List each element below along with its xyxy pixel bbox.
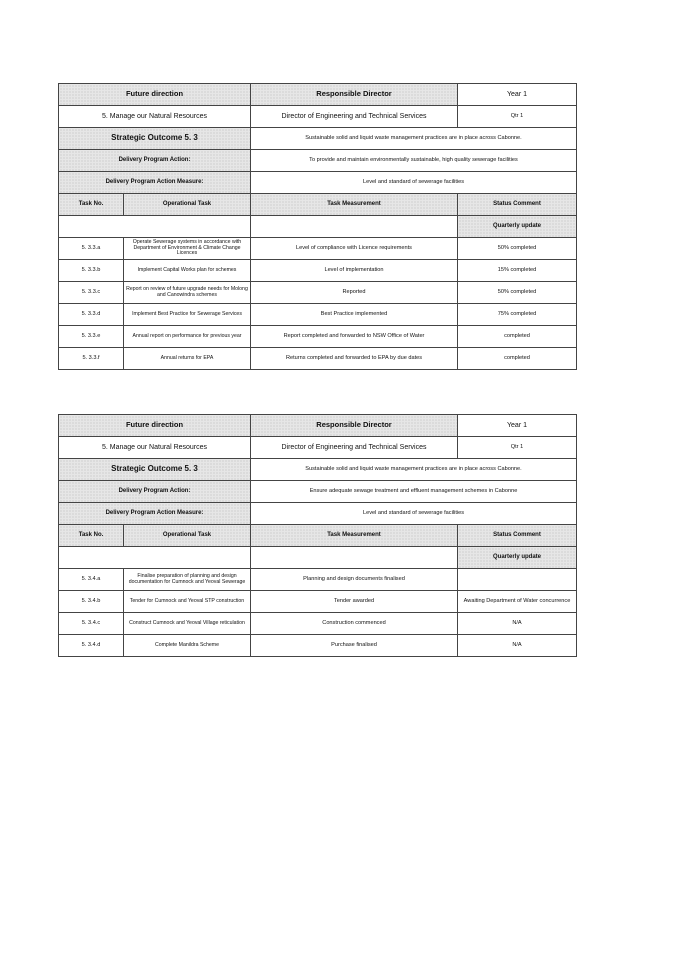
quarterly-update-row xyxy=(59,216,577,238)
column-header-row xyxy=(59,194,577,216)
task-measurement: Level of implementation xyxy=(251,260,458,282)
task-no: 5. 3.4.a xyxy=(59,569,124,591)
operational-task: Construct Cumnock and Yeoval Village reticulation xyxy=(124,613,251,635)
col-task-no: Task No. xyxy=(59,525,124,547)
quarterly-update-row xyxy=(59,547,577,569)
status-comment: N/A xyxy=(458,613,577,635)
strategic-outcome-row xyxy=(59,459,577,481)
blank-cell xyxy=(251,547,458,569)
future-direction-value: 5. Manage our Natural Resources xyxy=(59,106,251,128)
delivery-action-row xyxy=(59,150,577,172)
strategic-outcome-row xyxy=(59,128,577,150)
measure-row xyxy=(59,172,577,194)
column-header-row xyxy=(59,525,577,547)
task-measurement: Purchase finalised xyxy=(251,635,458,657)
strategic-outcome-label: Strategic Outcome 5. 3 xyxy=(59,459,251,481)
measure-label: Delivery Program Action Measure: xyxy=(59,503,251,525)
operational-task: Tender for Cumnock and Yeoval STP construction xyxy=(124,591,251,613)
table-row xyxy=(59,282,577,304)
status-comment xyxy=(458,569,577,591)
delivery-action-text: Ensure adequate sewage treatment and effluent management schemes in Cabonne xyxy=(251,481,577,503)
responsible-director-label: Responsible Director xyxy=(251,84,458,106)
status-comment: completed xyxy=(458,348,577,370)
task-measurement: Best Practice implemented xyxy=(251,304,458,326)
quarter-label: Qtr 1 xyxy=(458,106,577,128)
delivery-action-row xyxy=(59,481,577,503)
blank-cell xyxy=(59,547,251,569)
direction-row xyxy=(59,106,577,128)
task-measurement: Reported xyxy=(251,282,458,304)
task-measurement: Report completed and forwarded to NSW Office of Water xyxy=(251,326,458,348)
header-row xyxy=(59,84,577,106)
col-status-comment: Status Comment xyxy=(458,525,577,547)
operational-task: Implement Capital Works plan for schemes xyxy=(124,260,251,282)
operational-task: Implement Best Practice for Sewerage Services xyxy=(124,304,251,326)
quarter-label: Qtr 1 xyxy=(458,437,577,459)
strategic-outcome-label: Strategic Outcome 5. 3 xyxy=(59,128,251,150)
task-no: 5. 3.3.a xyxy=(59,238,124,260)
header-row xyxy=(59,415,577,437)
measure-row xyxy=(59,503,577,525)
task-measurement: Construction commenced xyxy=(251,613,458,635)
status-comment: 75% completed xyxy=(458,304,577,326)
delivery-action-label: Delivery Program Action: xyxy=(59,481,251,503)
table-row xyxy=(59,613,577,635)
status-comment: completed xyxy=(458,326,577,348)
task-no: 5. 3.4.d xyxy=(59,635,124,657)
operational-task: Annual report on performance for previous year xyxy=(124,326,251,348)
operational-task: Annual returns for EPA xyxy=(124,348,251,370)
blank-cell xyxy=(59,216,251,238)
task-no: 5. 3.3.d xyxy=(59,304,124,326)
table-row xyxy=(59,304,577,326)
operational-plan-table-2 xyxy=(58,414,577,657)
table-row xyxy=(59,569,577,591)
operational-task: Complete Manildra Scheme xyxy=(124,635,251,657)
future-direction-label: Future direction xyxy=(59,84,251,106)
table-row xyxy=(59,635,577,657)
table-row xyxy=(59,348,577,370)
col-status-comment: Status Comment xyxy=(458,194,577,216)
table-row xyxy=(59,326,577,348)
operational-task: Operate Sewerage systems in accordance with Department of Environment & Climate Change Licences xyxy=(124,238,251,260)
measure-label: Delivery Program Action Measure: xyxy=(59,172,251,194)
blank-cell xyxy=(251,216,458,238)
delivery-action-label: Delivery Program Action: xyxy=(59,150,251,172)
col-task-no: Task No. xyxy=(59,194,124,216)
status-comment: 50% completed xyxy=(458,238,577,260)
col-operational-task: Operational Task xyxy=(124,525,251,547)
col-task-measurement: Task Measurement xyxy=(251,194,458,216)
measure-text: Level and standard of sewerage facilities xyxy=(251,172,577,194)
strategic-outcome-text: Sustainable solid and liquid waste management practices are in place across Cabonne. xyxy=(251,128,577,150)
quarterly-update-label: Quarterly update xyxy=(458,547,577,569)
task-no: 5. 3.3.b xyxy=(59,260,124,282)
quarterly-update-label: Quarterly update xyxy=(458,216,577,238)
strategic-outcome-text: Sustainable solid and liquid waste management practices are in place across Cabonne. xyxy=(251,459,577,481)
future-direction-value: 5. Manage our Natural Resources xyxy=(59,437,251,459)
status-comment: N/A xyxy=(458,635,577,657)
task-no: 5. 3.4.b xyxy=(59,591,124,613)
responsible-director-value: Director of Engineering and Technical Services xyxy=(251,437,458,459)
status-comment: Awaiting Department of Water concurrence xyxy=(458,591,577,613)
task-no: 5. 3.4.c xyxy=(59,613,124,635)
task-measurement: Planning and design documents finalised xyxy=(251,569,458,591)
task-no: 5. 3.3.f xyxy=(59,348,124,370)
status-comment: 15% completed xyxy=(458,260,577,282)
task-measurement: Returns completed and forwarded to EPA by due dates xyxy=(251,348,458,370)
year-label: Year 1 xyxy=(458,415,577,437)
task-measurement: Level of compliance with Licence requirements xyxy=(251,238,458,260)
delivery-action-text: To provide and maintain environmentally sustainable, high quality sewerage facilities xyxy=(251,150,577,172)
status-comment: 50% completed xyxy=(458,282,577,304)
table-row xyxy=(59,591,577,613)
measure-text: Level and standard of sewerage facilities xyxy=(251,503,577,525)
table-row xyxy=(59,238,577,260)
task-no: 5. 3.3.e xyxy=(59,326,124,348)
col-operational-task: Operational Task xyxy=(124,194,251,216)
year-label: Year 1 xyxy=(458,84,577,106)
responsible-director-label: Responsible Director xyxy=(251,415,458,437)
task-no: 5. 3.3.c xyxy=(59,282,124,304)
operational-task: Finalise preparation of planning and design documentation for Cumnock and Yeoval Sewerage xyxy=(124,569,251,591)
direction-row xyxy=(59,437,577,459)
table-row xyxy=(59,260,577,282)
responsible-director-value: Director of Engineering and Technical Services xyxy=(251,106,458,128)
task-measurement: Tender awarded xyxy=(251,591,458,613)
operational-task: Report on review of future upgrade needs for Molong and Canowindra schemes xyxy=(124,282,251,304)
future-direction-label: Future direction xyxy=(59,415,251,437)
col-task-measurement: Task Measurement xyxy=(251,525,458,547)
operational-plan-table-1 xyxy=(58,83,577,370)
